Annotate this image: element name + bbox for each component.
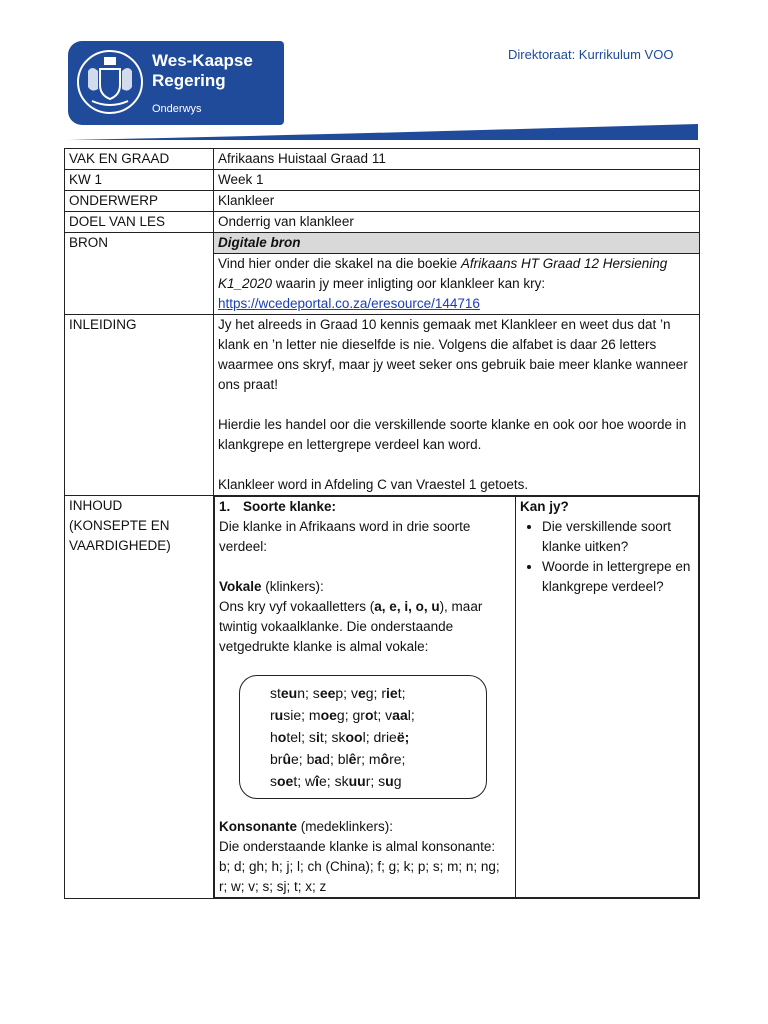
vowel-sound: ee	[319, 685, 336, 701]
bron-text-end: waarin jy meer inligting oor klankleer kan kry:	[272, 276, 546, 291]
vak-value: Afrikaans Huistaal Graad 11	[214, 149, 700, 170]
example-text: g; r	[365, 685, 386, 701]
example-text: l;	[407, 707, 415, 723]
vowel-sound: eu	[280, 685, 298, 701]
inleiding-paragraph: Klankleer word in Afdeling C van Vraestel 1 getoets.	[218, 477, 529, 492]
example-text: l; drie	[362, 729, 397, 745]
example-text: r	[270, 707, 275, 723]
table-row	[65, 212, 700, 233]
inleiding-body	[214, 315, 700, 496]
table-row	[65, 149, 700, 170]
kan-jy-column	[516, 497, 699, 898]
example-text: t; v	[373, 707, 393, 723]
konsonante-list: b; d; gh; h; j; l; ch (China); f; g; k; p; s; m; n; ng; r; w; v; s; sj; t; x; z	[219, 859, 500, 894]
kan-jy-heading: Kan jy?	[520, 499, 569, 514]
bron-text: Vind hier onder die skakel na die boekie	[218, 256, 461, 271]
vokale-text-end: ), maar twintig vokaalklanke. Die onderstaande vetgedrukte klanke is almal vokale:	[219, 599, 483, 654]
example-text: e; b	[291, 751, 315, 767]
wcg-logo	[68, 41, 284, 125]
vowel-sound: oo	[345, 729, 363, 745]
vowel-sound: oe	[320, 707, 337, 723]
bron-heading: Digitale bron	[214, 233, 700, 254]
vowel-sound: e	[357, 685, 366, 701]
section-heading	[219, 497, 511, 517]
vowel-example-line	[270, 726, 456, 748]
vokale-letters: a, e, i, o, u	[374, 599, 440, 614]
example-text: p; v	[335, 685, 358, 701]
example-text: e; sk	[319, 773, 349, 789]
example-text: d; bl	[322, 751, 349, 767]
section-title: Soorte klanke:	[243, 499, 337, 514]
coat-of-arms-icon	[76, 49, 144, 115]
vowel-sound: u	[274, 707, 284, 723]
vowel-sound: a	[314, 751, 323, 767]
inleiding-label: INLEIDING	[65, 315, 214, 496]
vowel-example-line	[270, 704, 456, 726]
logo-title-line2: Regering	[152, 71, 226, 90]
inhoud-nested-table	[214, 496, 699, 898]
example-text: br	[270, 751, 283, 767]
vowel-sound: o	[277, 729, 287, 745]
example-text: t; w	[293, 773, 316, 789]
vowel-sound: ô	[380, 751, 390, 767]
table-row	[65, 233, 700, 254]
vokale-text-start: Ons kry vyf vokaalletters (	[219, 599, 375, 614]
example-text: g	[393, 773, 402, 789]
vowel-sound: ê	[348, 751, 357, 767]
vowel-sound: aa	[392, 707, 408, 723]
header-swoosh	[68, 118, 700, 140]
kw-value: Week 1	[214, 170, 700, 191]
table-row	[65, 496, 700, 899]
example-text: h	[270, 729, 278, 745]
onderwerp-label: ONDERWERP	[65, 191, 214, 212]
doel-value: Onderrig van klankleer	[214, 212, 700, 233]
vowel-sound: uu	[348, 773, 366, 789]
lesson-table	[64, 148, 700, 899]
inhoud-cell	[214, 496, 700, 899]
table-row	[65, 191, 700, 212]
inhoud-label	[65, 496, 214, 899]
logo-title	[152, 51, 253, 91]
section-intro: Die klanke in Afrikaans word in drie soorte verdeel:	[219, 519, 471, 554]
vowel-example-line	[270, 682, 456, 704]
inleiding-paragraph: Hierdie les handel oor die verskillende soorte klanke en ook oor hoe woorde in klankgrepe en lettergrepe verdeel kan word.	[218, 417, 687, 452]
vowel-sound: i	[315, 729, 320, 745]
inleiding-paragraph: Jy het alreeds in Graad 10 kennis gemaak met Klankleer en weet dus dat ’n klank en ’n letter nie dieselfde is nie. Volgens die alfabet is daar 26 letters waarmee ons skryf, maar jy weet seker ons gebruik baie meer klanke wanneer ons praat!	[218, 317, 688, 392]
vowel-sound: oe	[277, 773, 294, 789]
example-text: n; s	[297, 685, 320, 701]
inhoud-label-line: VAARDIGHEDE)	[69, 538, 171, 553]
vokale-heading	[219, 577, 511, 597]
list-item: • Die verskillende soort klanke uitken?	[542, 517, 694, 557]
example-text: sie; m	[283, 707, 321, 723]
konsonante-title: Konsonante	[219, 819, 298, 834]
vowel-sound: û	[282, 751, 292, 767]
vowel-example-line	[270, 748, 456, 770]
konsonante-heading	[219, 817, 511, 837]
inhoud-content	[215, 497, 516, 898]
example-text: st	[270, 685, 281, 701]
vokale-text	[219, 597, 511, 657]
bron-book-title: Afrikaans HT Graad 12 Hersiening K1_2020	[218, 256, 668, 291]
vowel-examples-box	[239, 675, 487, 799]
vak-label: VAK EN GRAAD	[65, 149, 214, 170]
list-item: • Woorde in lettergrepe en klankgrepe verdeel?	[542, 557, 694, 597]
kan-jy-list	[520, 517, 694, 597]
logo-subtitle: Onderwys	[152, 103, 202, 115]
onderwerp-value: Klankleer	[214, 191, 700, 212]
section-number: 1.	[219, 499, 231, 514]
vokale-gloss: (klinkers):	[261, 579, 324, 594]
directorate-title: Direktoraat: Kurrikulum VOO	[508, 47, 674, 62]
table-row	[65, 170, 700, 191]
kw-label: KW 1	[65, 170, 214, 191]
bron-label: BRON	[65, 233, 214, 315]
vowel-sound: ë;	[396, 729, 410, 745]
example-text: re;	[389, 751, 406, 767]
example-text: r; s	[365, 773, 386, 789]
vowel-sound: ie	[386, 685, 398, 701]
inhoud-label-line: (KONSEPTE EN	[69, 518, 170, 533]
logo-title-line1: Wes-Kaapse	[152, 51, 253, 70]
vowel-sound: o	[364, 707, 374, 723]
vowel-sound: u	[385, 773, 394, 789]
vokale-title: Vokale	[219, 579, 262, 594]
konsonante-text: Die onderstaande klanke is almal konsonante:	[219, 839, 496, 854]
example-text: r; m	[356, 751, 381, 767]
bron-body	[214, 254, 700, 315]
table-row	[65, 315, 700, 496]
inhoud-label-line: INHOUD	[69, 498, 123, 513]
example-text: t;	[397, 685, 406, 701]
eresource-link[interactable]: https://wcedeportal.co.za/eresource/144716	[218, 296, 480, 311]
konsonante-gloss: (medeklinkers):	[297, 819, 394, 834]
example-text: s	[270, 773, 277, 789]
example-text: tel; s	[286, 729, 316, 745]
example-text: t; sk	[319, 729, 346, 745]
doel-label: DOEL VAN LES	[65, 212, 214, 233]
vowel-example-line	[270, 770, 456, 792]
example-text: g; gr	[336, 707, 365, 723]
vowel-sound: î	[315, 773, 320, 789]
